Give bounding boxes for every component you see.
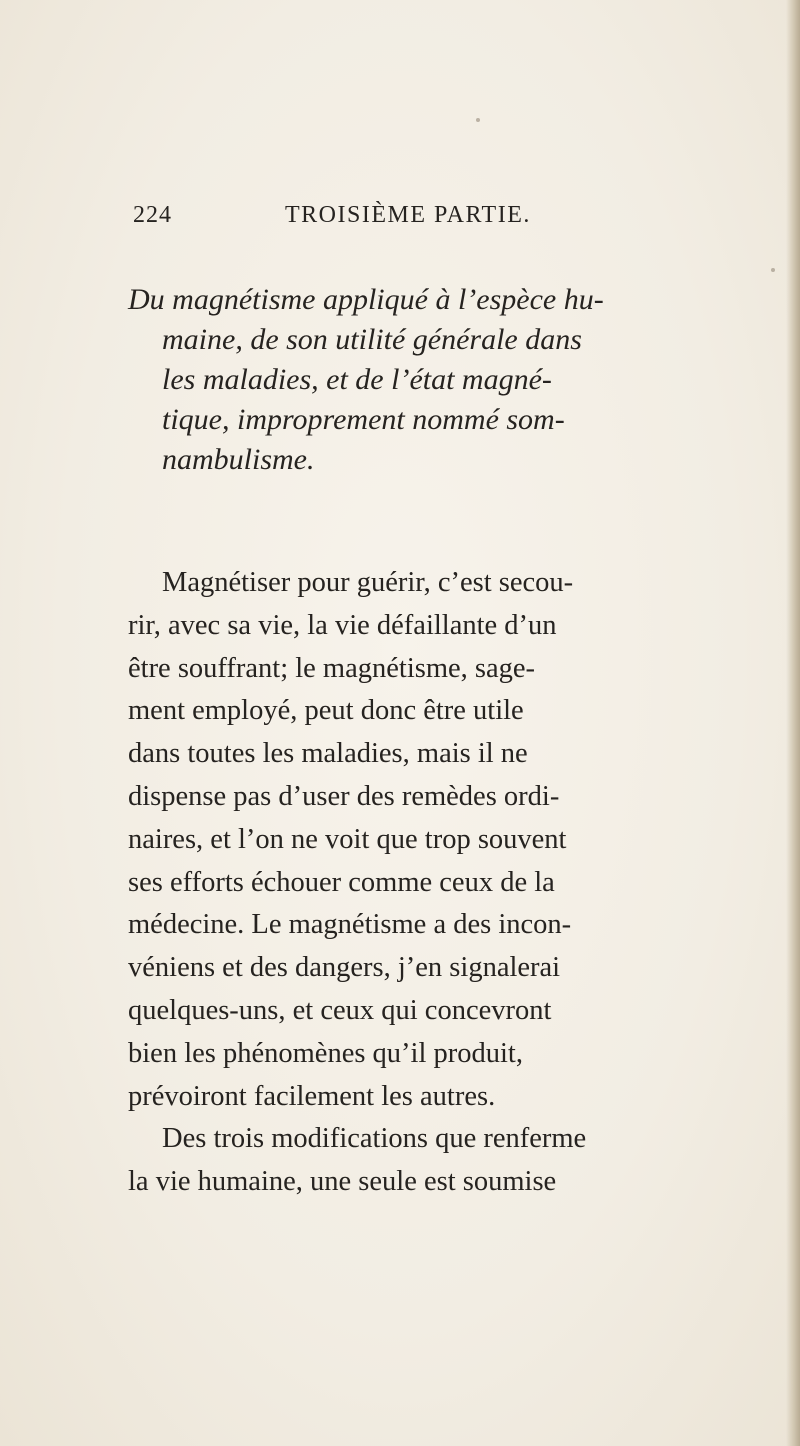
page-header: [133, 202, 693, 238]
text-line: être souffrant; le magnétisme, sage-: [128, 652, 536, 684]
heading-line: tique, improprement nommé som-: [162, 403, 565, 436]
text-line: la vie humaine, une seule est soumise: [128, 1166, 557, 1198]
heading-line: nambulisme.: [162, 443, 315, 476]
paper-speck: [771, 268, 775, 272]
section-heading: [128, 280, 688, 480]
text-line: dans toutes les maladies, mais il ne: [128, 738, 528, 770]
page-edge-shadow: [786, 0, 800, 1446]
text-line: naires, et l’on ne voit que trop souvent: [128, 823, 567, 855]
text-line: médecine. Le magnétisme a des incon-: [128, 909, 572, 941]
text-line: dispense pas d’user des remèdes ordi-: [128, 780, 560, 812]
text-line: rir, avec sa vie, la vie défaillante d’un: [128, 609, 557, 641]
text-line: Magnétiser pour guérir, c’est secou-: [162, 567, 574, 598]
running-title: TROISIÈME PARTIE.: [285, 202, 531, 228]
heading-line: les maladies, et de l’état magné-: [162, 363, 552, 396]
text-line: Des trois modifications que renferme: [162, 1123, 587, 1155]
page-number: 224: [133, 202, 172, 228]
body-text: [128, 562, 708, 1204]
text-line: prévoiront facilement les autres.: [128, 1080, 496, 1112]
heading-line: Du magnétisme appliqué à l’espèce hu-: [128, 283, 604, 316]
text-line: véniens et des dangers, j’en signalerai: [128, 952, 561, 984]
text-line: ment employé, peut donc être utile: [128, 695, 524, 727]
text-line: quelques-uns, et ceux qui concevront: [128, 994, 552, 1026]
text-line: bien les phénomènes qu’il produit,: [128, 1037, 523, 1069]
paper-speck: [476, 118, 480, 122]
heading-line: maine, de son utilité générale dans: [162, 323, 582, 356]
text-line: ses efforts échouer comme ceux de la: [128, 866, 555, 898]
